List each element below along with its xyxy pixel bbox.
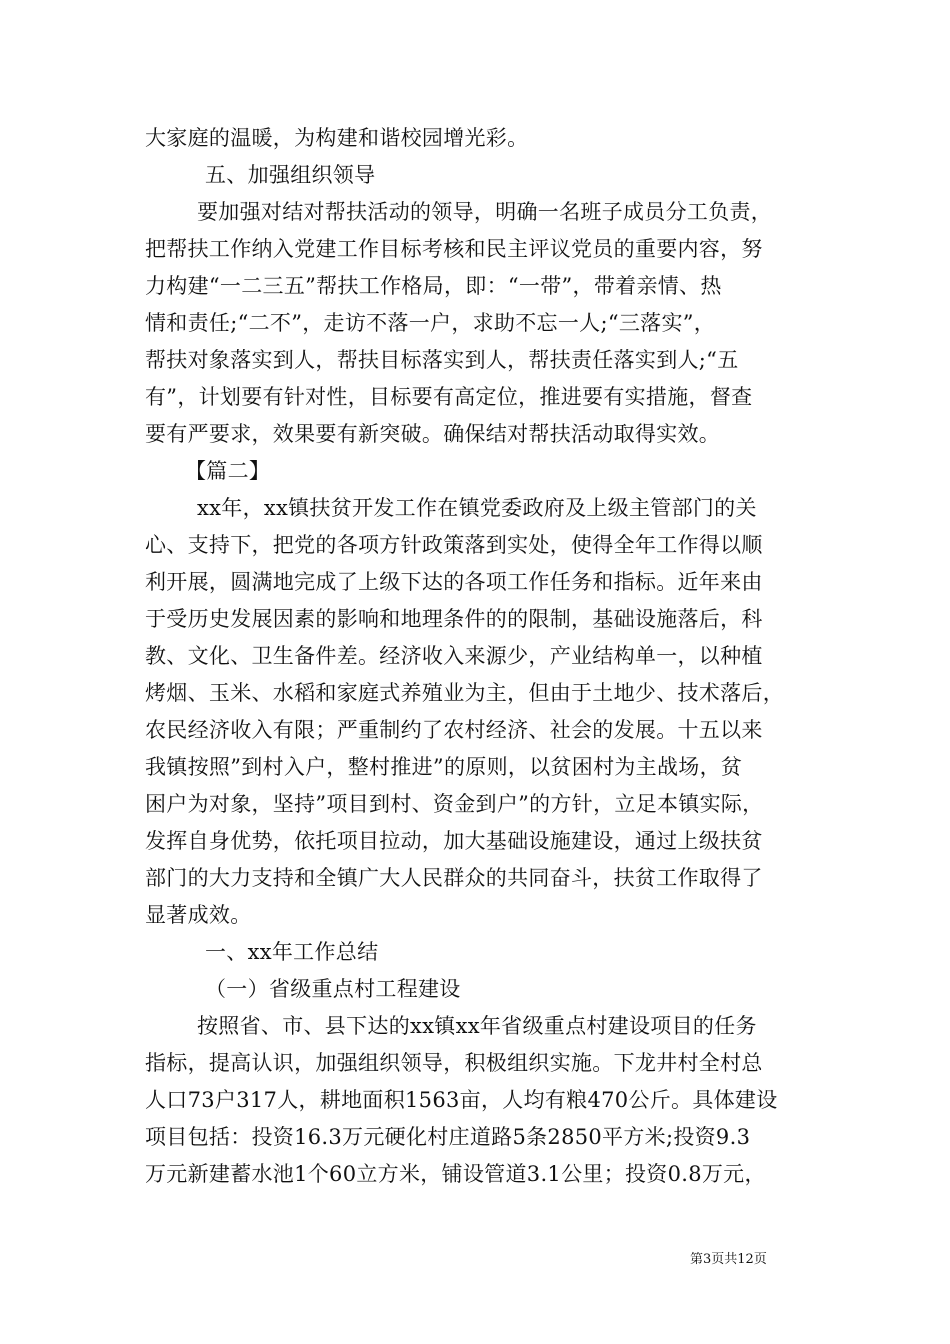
paragraph-line: 利开展，圆满地完成了上级下达的各项工作任务和指标。近年来由 [145,570,763,594]
paragraph-line: 有”，计划要有针对性，目标要有高定位，推进要有实措施，督查 [145,385,753,409]
paragraph-line: 大家庭的温暖，为构建和谐校园增光彩。 [145,126,529,150]
section-heading: 五、加强组织领导 [205,163,376,187]
subsection-heading: （一）省级重点村工程建设 [205,977,461,1001]
paragraph-line: 要有严要求，效果要有新突破。确保结对帮扶活动取得实效。 [145,422,721,446]
document-body [145,120,815,1193]
paragraph-line: 人口73户317人，耕地面积1563亩，人均有粮470公斤。具体建设 [145,1088,778,1112]
chapter-heading: 【篇二】 [185,459,271,483]
paragraph-line: 农民经济收入有限；严重制约了农村经济、社会的发展。十五以来 [145,718,763,742]
paragraph-line: 指标，提高认识，加强组织领导，积极组织实施。下龙井村全村总 [145,1051,763,1075]
paragraph-line: 按照省、市、县下达的xx镇xx年省级重点村建设项目的任务 [197,1014,757,1038]
paragraph-line: 情和责任;“二不”，走访不落一户，求助不忘一人;“三落实”， [145,311,716,335]
paragraph-line: 要加强对结对帮扶活动的领导，明确一名班子成员分工负责， [197,200,773,224]
paragraph-line: 万元新建蓄水池1个60立方米，铺设管道3.1公里；投资0.8万元， [145,1162,766,1186]
paragraph-line: xx年，xx镇扶贫开发工作在镇党委政府及上级主管部门的关 [197,496,757,520]
paragraph-line: 力构建“一二三五”帮扶工作格局，即：“一带”，带着亲情、热 [145,274,722,298]
section-heading: 一、xx年工作总结 [205,940,379,964]
paragraph-line: 烤烟、玉米、水稻和家庭式养殖业为主，但由于土地少、技术落后， [145,681,784,705]
paragraph-line: 部门的大力支持和全镇广大人民群众的共同奋斗，扶贫工作取得了 [145,866,763,890]
paragraph-line: 困户为对象，坚持”项目到村、资金到户”的方针，立足本镇实际， [145,792,764,816]
paragraph-line: 把帮扶工作纳入党建工作目标考核和民主评议党员的重要内容，努 [145,237,763,261]
paragraph-line: 帮扶对象落实到人，帮扶目标落实到人，帮扶责任落实到人;“五 [145,348,739,372]
paragraph-line: 心、支持下，把党的各项方针政策落到实处，使得全年工作得以顺 [145,533,763,557]
paragraph-line: 发挥自身优势，依托项目拉动，加大基础设施建设，通过上级扶贫 [145,829,763,853]
paragraph-line: 项目包括：投资16.3万元硬化村庄道路5条2850平方米;投资9.3 [145,1125,751,1149]
paragraph-line: 于受历史发展因素的影响和地理条件的的限制，基础设施落后，科 [145,607,763,631]
paragraph-line: 教、文化、卫生备件差。经济收入来源少，产业结构单一，以种植 [145,644,763,668]
paragraph-line: 我镇按照”到村入户，整村推进”的原则，以贫困村为主战场，贫 [145,755,743,779]
page-number-footer: 第3页共12页 [690,1252,767,1267]
paragraph-line: 显著成效。 [145,903,252,927]
